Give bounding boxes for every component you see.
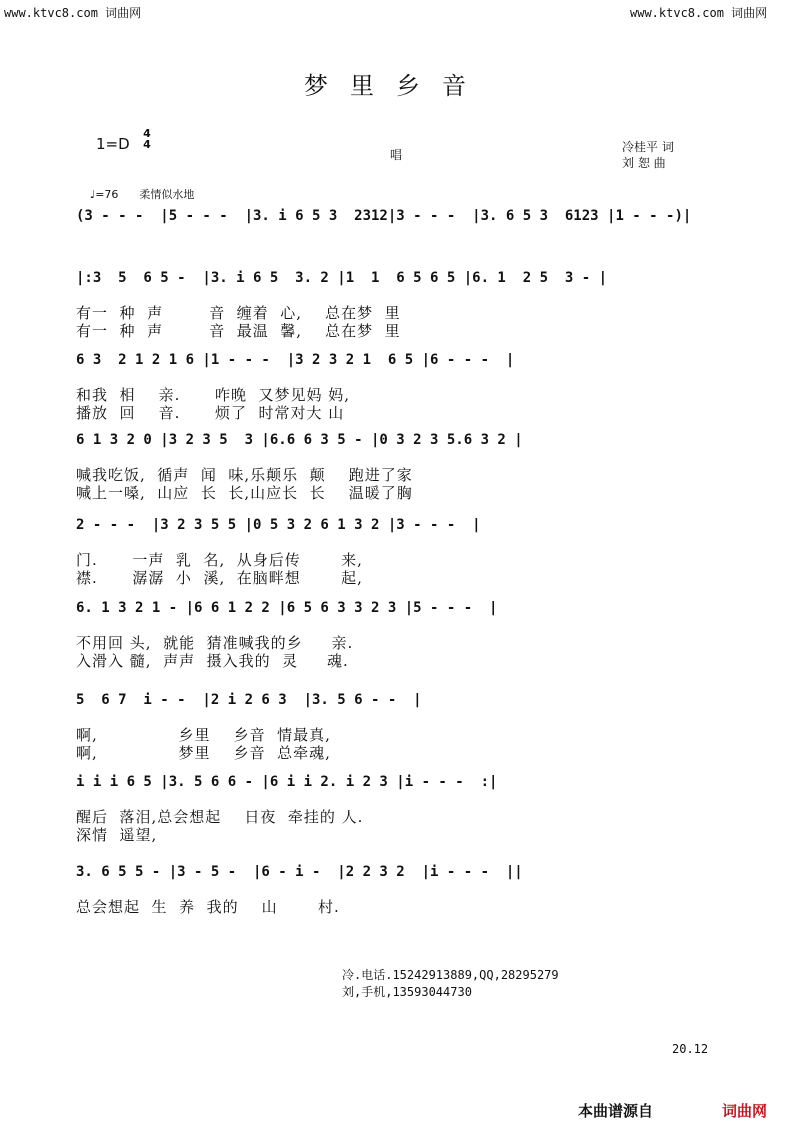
lyric-line: 播放 回 音. 烦了 时常对大 山 — [76, 404, 345, 422]
contact-line-1: 冷.电话.15242913889,QQ,28295279 — [342, 968, 559, 982]
lyric-line: 总会想起 生 养 我的 山 村. — [76, 898, 340, 916]
expression-mark: 柔情似水地 — [139, 188, 195, 201]
notation-row: 3. 6 5 5 - |3 - 5 - |6 - i - |2 2 3 2 |i - - - || — [76, 864, 523, 880]
lyric-line: 门. 一声 乳 名, 从身后传 来, — [76, 551, 363, 569]
lyric-line: 和我 相 亲. 咋晚 又梦见妈 妈, — [76, 386, 351, 404]
lyric-line: 不用回 头, 就能 猜准喊我的乡 亲. — [76, 634, 354, 652]
lyric-line: 啊, 梦里 乡音 总牵魂, — [76, 744, 331, 762]
composer-credit: 刘 恕 曲 — [622, 156, 666, 170]
notation-row: 6. 1 3 2 1 - |6 6 1 2 2 |6 5 6 3 3 2 3 |5 - - - | — [76, 600, 498, 616]
notation-row: 6 1 3 2 0 |3 2 3 5 3 |6.6 6 3 5 - |0 3 2 3 5.6 3 2 | — [76, 432, 523, 448]
time-signature: 4 4 — [143, 127, 151, 151]
lyric-line: 喊我吃饭, 循声 闻 味,乐颠乐 颠 跑进了家 — [76, 466, 413, 484]
contact-line-2: 刘,手机,13593044730 — [342, 985, 472, 999]
brand-label: 词曲网 — [722, 1102, 768, 1120]
notation-row: |:3 5 6 5 - |3. i 6 5 3. 2 |1 1 6 5 6 5 |6. 1 2 5 3 - | — [76, 270, 608, 286]
key-signature: 1=D — [96, 135, 130, 153]
lyric-line: 有一 种 声 音 缠着 心, 总在梦 里 — [76, 304, 401, 322]
notation-row: 5 6 7 i - - |2 i 2 6 3 |3. 5 6 - - | — [76, 692, 422, 708]
lyric-line: 醒后 落泪,总会想起 日夜 牵挂的 人. — [76, 808, 364, 826]
lyric-line: 入滑入 髓, 声声 摄入我的 灵 魂. — [76, 652, 349, 670]
date-mark: 20.12 — [672, 1042, 709, 1056]
sing-label: 唱 — [390, 148, 403, 162]
lyric-line: 啊, 乡里 乡音 情最真, — [76, 726, 331, 744]
lyric-line: 襟. 潺潺 小 溪, 在脑畔想 起, — [76, 569, 363, 587]
site-watermark-left: www.ktvc8.com 词曲网 — [4, 6, 142, 20]
lyric-line: 有一 种 声 音 最温 馨, 总在梦 里 — [76, 322, 401, 340]
notation-row: 6 3 2 1 2 1 6 |1 - - - |3 2 3 2 1 6 5 |6 - - - | — [76, 352, 515, 368]
notation-row: (3 - - - |5 - - - |3. i 6 5 3 2312|3 - - - |3. 6 5 3 6123 |1 - - -)| — [76, 208, 692, 224]
tempo-mark: ♩=76 柔情似水地 — [90, 188, 195, 201]
notation-row: i i i 6 5 |3. 5 6 6 - |6 i i 2. i 2 3 |i - - - :| — [76, 774, 498, 790]
song-title: 梦里乡音 — [304, 72, 488, 100]
site-watermark-right: www.ktvc8.com 词曲网 — [630, 6, 768, 20]
lyric-line: 喊上一嗓, 山应 长 长,山应长 长 温暖了胸 — [76, 484, 413, 502]
notation-row: 2 - - - |3 2 3 5 5 |0 5 3 2 6 1 3 2 |3 - - - | — [76, 517, 481, 533]
source-label: 本曲谱源自 — [578, 1102, 654, 1120]
lyricist-credit: 冷桂平 词 — [622, 140, 674, 154]
lyric-line: 深情 遥望, — [76, 826, 158, 844]
